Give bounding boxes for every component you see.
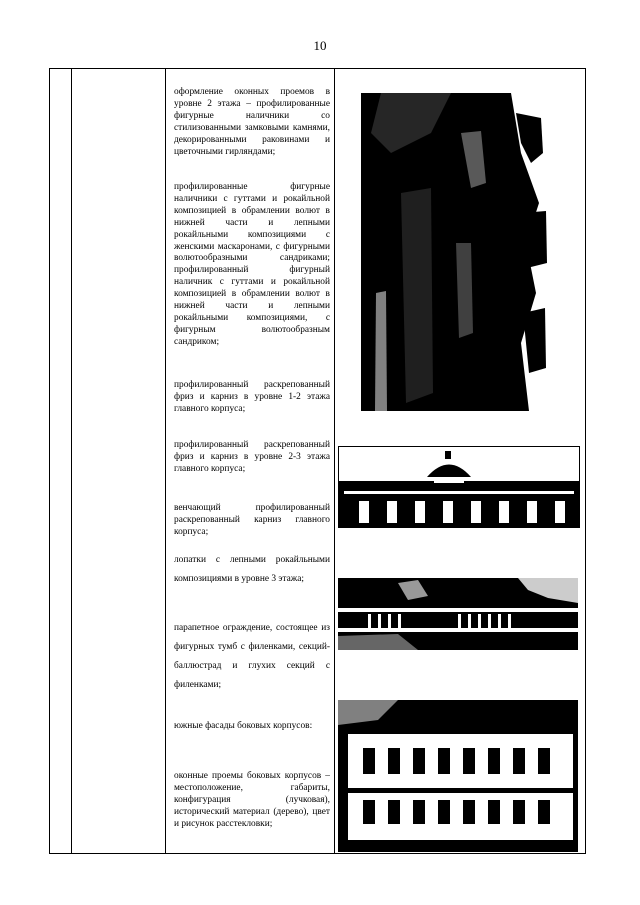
parapet-balustrade-photo: [338, 578, 578, 650]
text-block-9: [174, 770, 330, 830]
column-divider-2: [165, 69, 166, 853]
text-block-2: [174, 182, 330, 349]
text-block-7: [174, 619, 330, 695]
paragraph-frieze-2-3: профилированный раскрепованный фриз и карниз в уровне 2-3 этажа главного корпуса;: [174, 440, 330, 474]
paragraph-frieze-1-2: профилированный раскрепованный фриз и карниз в уровне 1-2 этажа главного корпуса;: [174, 380, 330, 414]
paragraph-window-frames: профилированные фигурные наличники с гуттами и рокайльной композицией в обрамлении волют в нижней части и лепными рокайльными композициями с женскими маскаронами, с фигурными волютообразными сандриками; профилированный фигурный наличник с гуттами и рокайльной композицией в обрамлении волют в нижней части и лепными рокайльными композициями, с фигурным волютообразным сандриком;: [174, 182, 330, 347]
paragraph-window-openings: оформление оконных проемов в уровне 2 этажа – профилированные фигурные наличники со стилизованными замковыми камнями, декорированными раковинами и цветочными гирляндами;: [174, 87, 330, 157]
text-block-3: [174, 379, 330, 415]
page-number: 10: [313, 38, 327, 53]
text-block-1: [174, 86, 330, 158]
text-block-4: [174, 439, 330, 475]
text-block-6: [174, 551, 330, 589]
facade-window-detail-photo: [361, 93, 551, 411]
side-building-facade-photo: [338, 700, 578, 852]
column-divider-3: [334, 69, 335, 853]
paragraph-pilasters: лопатки с лепными рокайльными композициями в уровне 3 этажа;: [174, 555, 330, 584]
paragraph-south-facades: южные фасады боковых корпусов:: [174, 721, 313, 731]
main-building-cornice-photo: [338, 446, 580, 528]
column-divider-1: [71, 69, 72, 853]
text-block-5: [174, 502, 330, 538]
paragraph-side-windows: оконные проемы боковых корпусов – местоположение, габариты, конфигурация (лучковая), исторический материал (дерево), цвет и рисунок расстекловки;: [174, 771, 330, 829]
paragraph-parapet: парапетное ограждение, состоящее из фигурных тумб с филенками, секций-баллюстрад и глухих секций с филенками;: [174, 623, 330, 690]
paragraph-crowning-cornice: венчающий профилированный раскрепованный карниз главного корпуса;: [174, 503, 330, 537]
text-block-8: [174, 720, 330, 732]
